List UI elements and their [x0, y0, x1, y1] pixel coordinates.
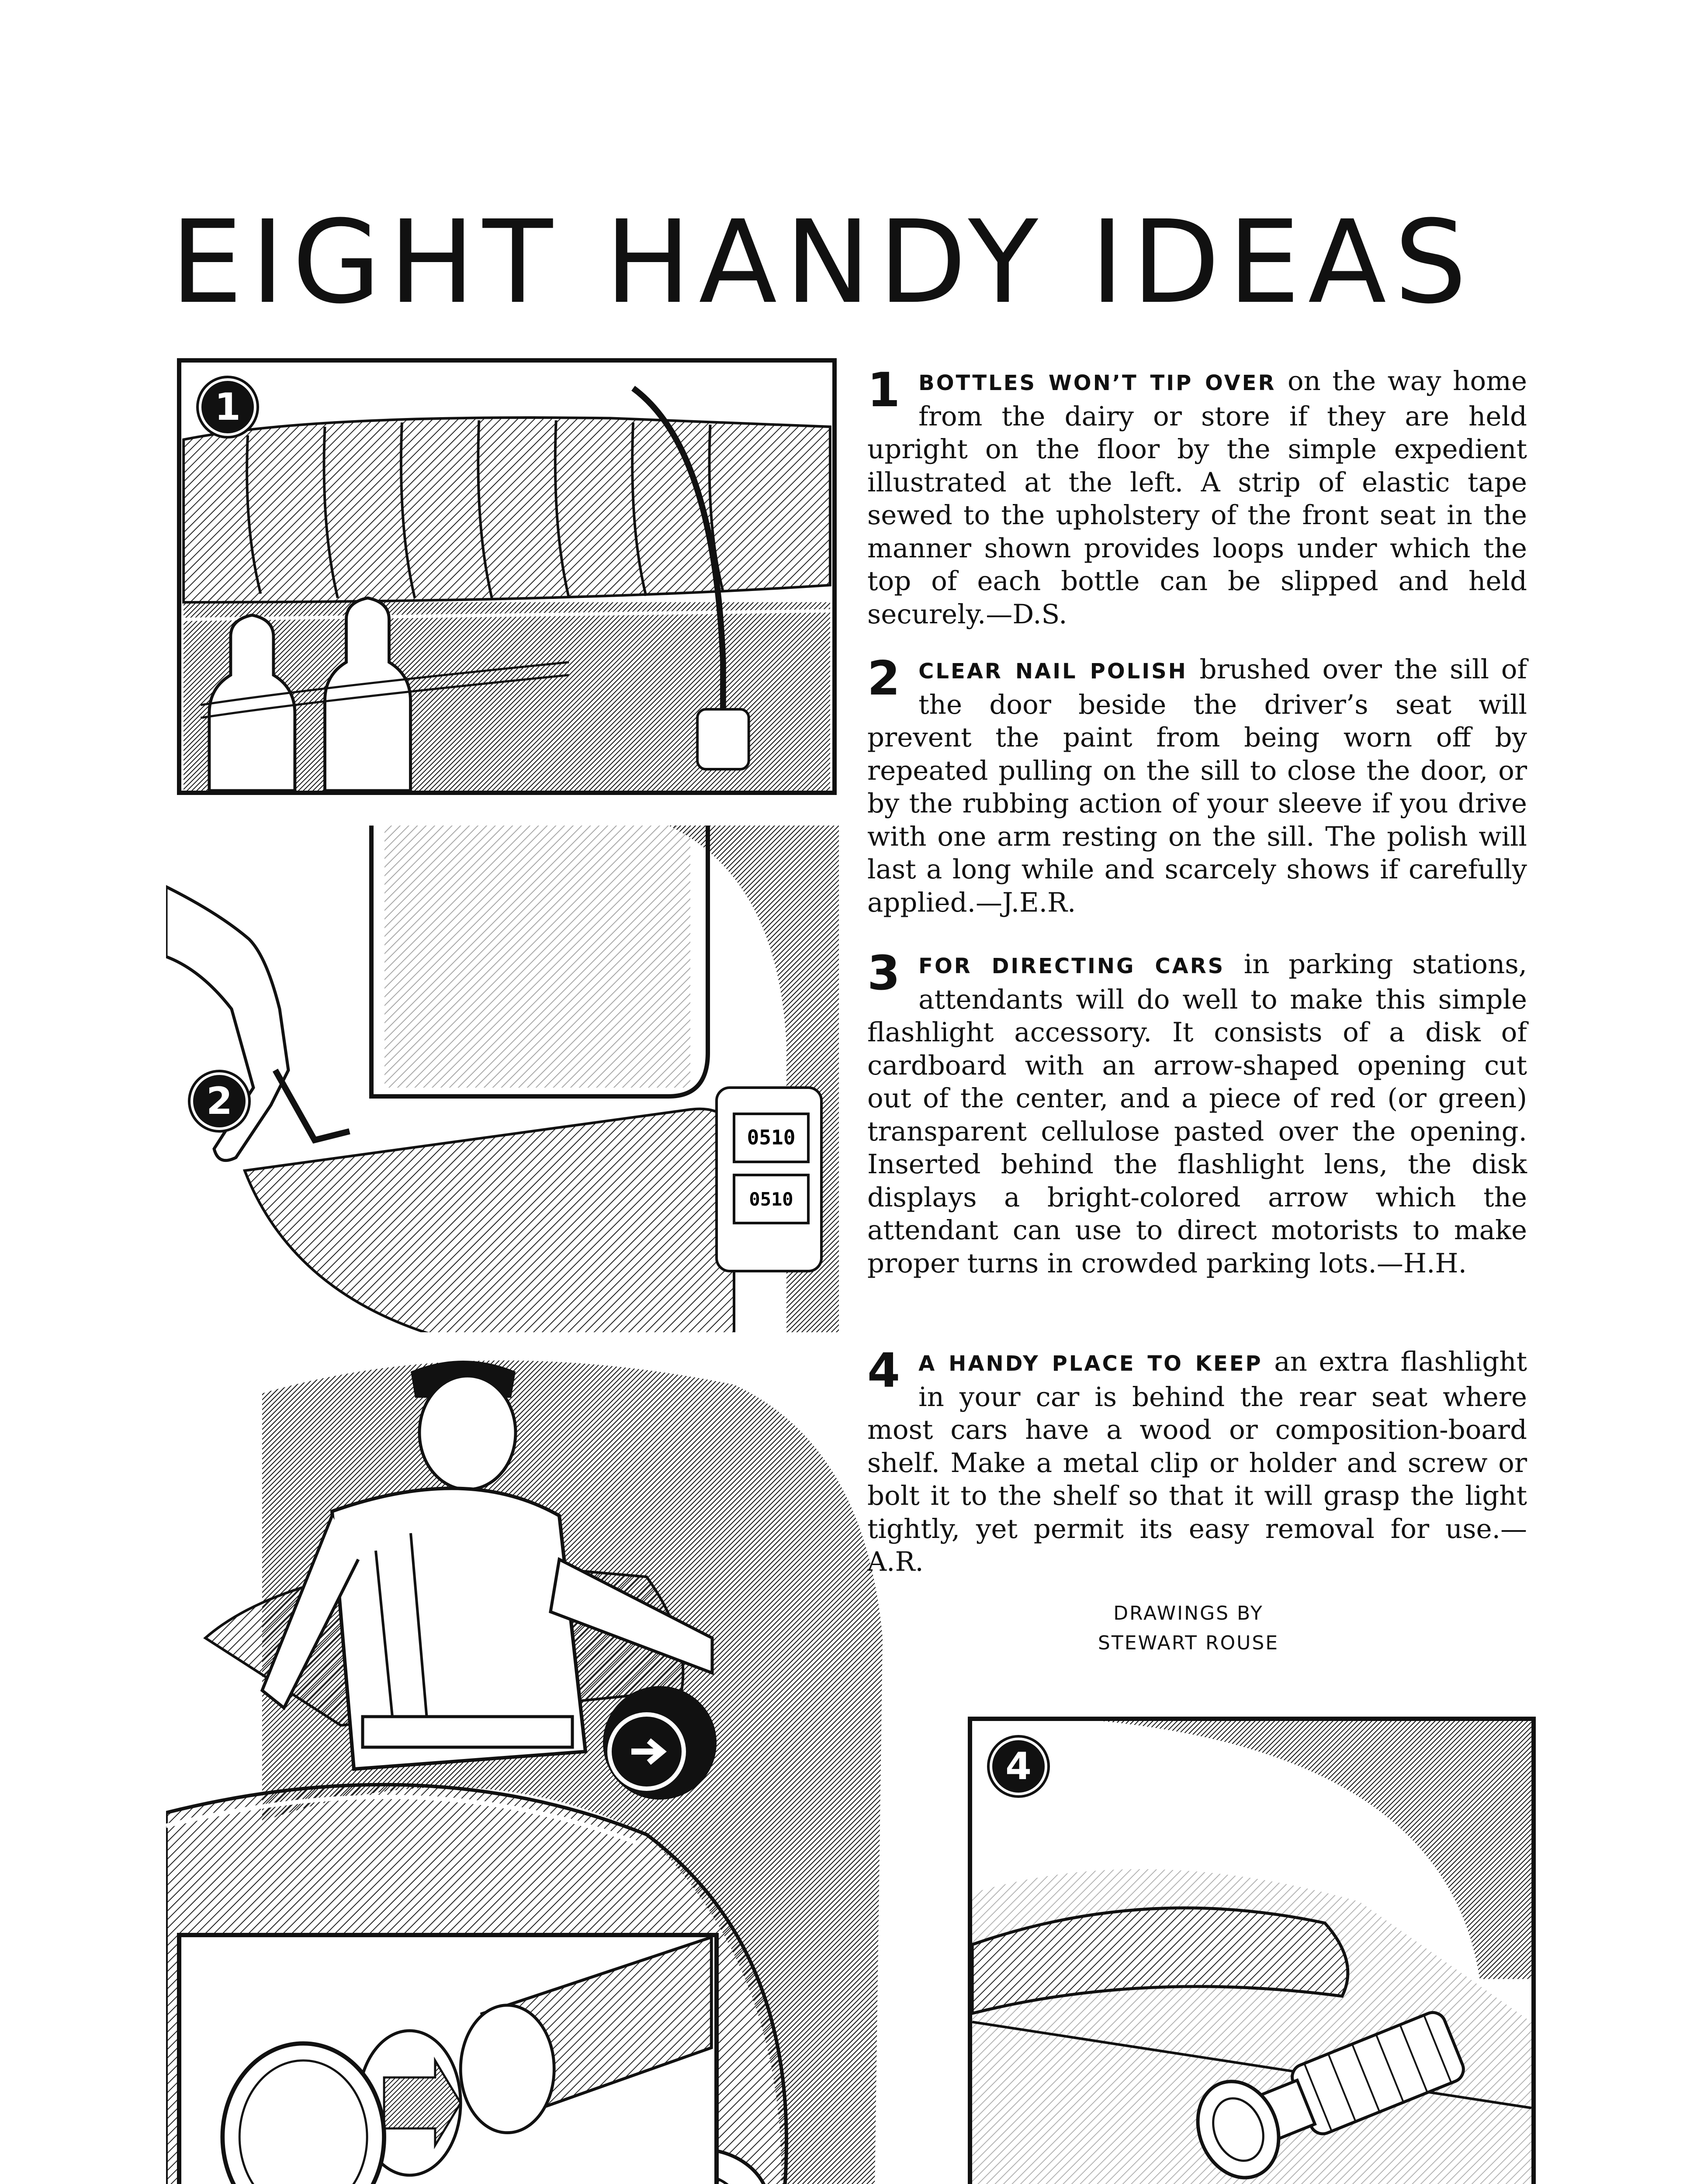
- gauge-bottom: 0510: [749, 1189, 793, 1210]
- figure-3-inset: [177, 1933, 719, 2184]
- idea-lead: CLEAR NAIL POLISH: [918, 659, 1188, 684]
- idea-3: [867, 948, 1527, 1280]
- credit-line: DRAWINGS BY: [1113, 1602, 1264, 1624]
- figure-1: [177, 358, 837, 795]
- idea-lead: BOTTLES WON’T TIP OVER: [918, 371, 1276, 395]
- figure-badge: 1: [199, 378, 256, 436]
- drawing-credit: [1057, 1599, 1320, 1658]
- idea-text: on the way home from the dairy or store if they are held upright on the floor by the simple expedient illustrated at the left. A strip of elastic tape sewed to the upholstery of the front seat in the manner shown provides loops under which the top of each bottle can be slipped and held securely.—D.S.: [867, 366, 1527, 630]
- idea-lead: A HANDY PLACE TO KEEP: [918, 1351, 1263, 1376]
- idea-number: 4: [867, 1344, 900, 1398]
- idea-4: [867, 1345, 1527, 1579]
- car-door-sill-nail-polish-illustration: [166, 826, 839, 1345]
- page-title: EIGHT HANDY IDEAS: [170, 196, 1475, 329]
- idea-number: 3: [867, 946, 900, 1001]
- flashlight-arrow-disk-inset: [181, 1937, 714, 2184]
- figure-badge: 4: [990, 1738, 1047, 1795]
- idea-1: [867, 365, 1527, 631]
- flashlight-holder-rear-shelf-illustration: [972, 1721, 1531, 2184]
- idea-number: 2: [867, 651, 900, 706]
- figure-2: [166, 826, 839, 1345]
- idea-lead: FOR DIRECTING CARS: [918, 954, 1225, 978]
- idea-text: in parking stations, attendants will do well to make this simple flashlight accessory. It consists of a disk of cardboard with an arrow-shaped opening cut out of the center, and a piece of red (or green) transparent cellulose pasted over the opening. Inserted behind the flashlight lens, the disk displays a bright-colored arrow which the attendant can use to direct motorists to make proper turns in crowded parking lots.—H.H.: [867, 949, 1527, 1279]
- milk-bottles-car-seat-illustration: [181, 363, 832, 791]
- credit-artist: STEWART ROUSE: [1098, 1632, 1279, 1654]
- gauge-top: 0510: [747, 1126, 796, 1149]
- figure-badge: 2: [190, 1072, 248, 1130]
- idea-2: [867, 653, 1527, 919]
- idea-number: 1: [867, 363, 900, 418]
- idea-text: an extra flashlight in your car is behind the rear seat where most cars have a wood or composition-board shelf. Make a metal clip or holder and screw or bolt it to the shelf so that it will grasp the light tightly, yet permit its easy removal for use.—A.R.: [867, 1346, 1527, 1577]
- idea-text: brushed over the sill of the door beside the driver’s seat will prevent the paint from being worn off by repeated pulling on the sill to close the door, or by the rubbing action of your sleeve if you drive with one arm resting on the sill. The polish will last a long while and scarcely shows if carefully applied.—J.E.R.: [867, 654, 1527, 918]
- figure-4: [968, 1717, 1536, 2184]
